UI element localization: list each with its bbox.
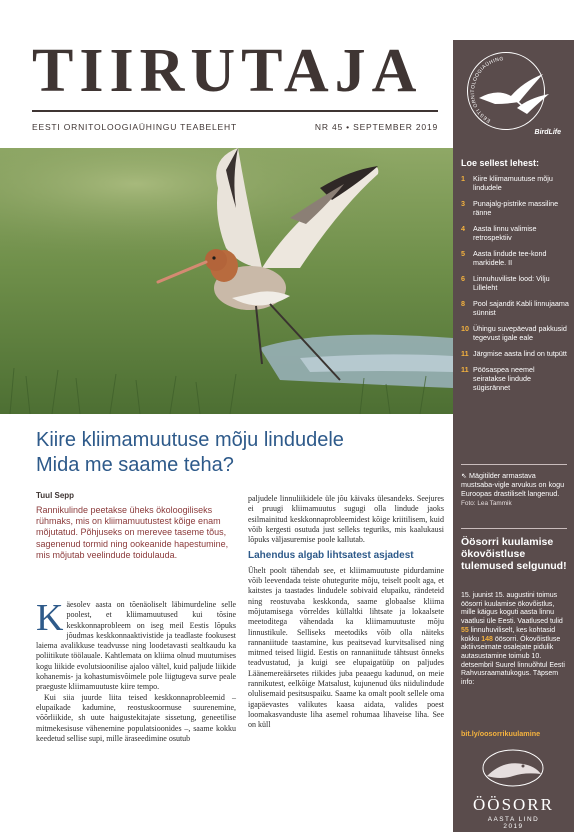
toc-item[interactable] bbox=[461, 299, 569, 317]
toc-page: 6 bbox=[461, 274, 465, 283]
toc-page: 8 bbox=[461, 299, 465, 308]
masthead-title: TIIRUTAJA bbox=[32, 37, 423, 105]
caption-text: ⇖ Mägitilder armastava mustsaba-vigle arvukus on kogu Euroopas drastiliselt langenud. bbox=[461, 471, 565, 498]
sidebox-title: Öösorri kuulamise ökovõistluse tulemused selgunud! bbox=[461, 536, 567, 572]
sidebar-divider bbox=[461, 528, 567, 529]
sidebox-text bbox=[461, 592, 569, 688]
badge-subtitle bbox=[453, 816, 574, 830]
publisher-name: EESTI ORNITOLOOGIAÜHINGU TEABELEHT bbox=[32, 122, 237, 132]
sidebar bbox=[453, 40, 574, 832]
article-column-2 bbox=[248, 494, 444, 731]
highlight-count: 55 bbox=[461, 626, 469, 634]
section-subheading: Lahendus algab lihtsatest asjadest bbox=[248, 550, 414, 562]
article-intro: Rannikulinde peetakse üheks ökoloogiliseks rühmaks, mis on kliimamuutustest kõige enam mõjutatud. Põhjuseks on merevee taseme tõus, sagenenud tormid ning ookeanide hapestumine, mis mõjutab veelindude toidulauda. bbox=[36, 505, 229, 560]
toc-item[interactable] bbox=[461, 249, 569, 267]
article-headline: Kiire kliimamuutuse mõju lindudele bbox=[36, 429, 344, 451]
toc-item[interactable] bbox=[461, 174, 569, 192]
logo-ring-text: EESTI ORNITOLOOGIAÜHING bbox=[470, 56, 505, 124]
badge-word: ÖÖSORR bbox=[473, 795, 554, 814]
sidebox-text-part: 15. juunist 15. augustini toimus öösorri kuulamise ökovõistlus, mille käigus koguti aasta linnu vaatlusi üle Eesti. Vaatlused tulid bbox=[461, 592, 563, 626]
masthead bbox=[32, 37, 438, 132]
godwit-photo bbox=[0, 148, 453, 414]
paragraph: paljudele linnuliikidele üle jõu käivaks ülesandeks. Seejures ei pruugi kliimamuutus sugugi olla lindude jaoks esilmainitud keskkonnaprobleemidest kõige kriitilisem, kuid võib kergesti osutuda just selleks teguriks, mis kaalukausi lõpuks väljasuremise poole kallutab. bbox=[248, 494, 444, 545]
sidebox-text-part: öösorri. Ökovõistluse aktiivseimate osalejate pidulik autasustamine toimub 10. detsembril Suurel linnuõhtul Eesti Rahvusraamatukogus. Täpsem info: bbox=[461, 635, 565, 687]
badge-sub: AASTA LIND bbox=[487, 816, 540, 823]
sidebox-text-part: linnuhuviliselt, kes kohtasid kokku bbox=[461, 626, 556, 643]
highlight-count: 148 bbox=[481, 635, 493, 643]
toc-text: Aasta linnu valimise retrospektiiv bbox=[473, 224, 537, 242]
toc-item[interactable] bbox=[461, 224, 569, 242]
badge-year: 2019 bbox=[503, 823, 524, 830]
toc-page: 4 bbox=[461, 224, 465, 233]
toc-text: Punajalg-pistrike massiline ränne bbox=[473, 199, 559, 217]
birdlife-logo: BirdLife bbox=[534, 129, 561, 136]
society-logo bbox=[467, 52, 561, 136]
toc-item[interactable] bbox=[461, 349, 569, 358]
toc-text: Pöösaspea neemel seiratakse lindude sügisrännet bbox=[473, 365, 535, 392]
oosorr-badge bbox=[453, 746, 574, 832]
tern-icon bbox=[467, 52, 561, 136]
issue-number: NR 45 • SEPTEMBER 2019 bbox=[314, 122, 438, 132]
photo-caption bbox=[461, 471, 569, 508]
sidebox-link[interactable]: bit.ly/oosorrikuulamine bbox=[461, 729, 541, 738]
svg-text:EESTI ORNITOLOOGIAÜHING bbox=[470, 56, 504, 123]
toc-text: Kiire kliimamuutuse mõju lindudele bbox=[473, 174, 553, 192]
drop-cap: K bbox=[36, 597, 64, 639]
toc-text: Ühingu suvepäevad pakkusid tegevust igale eale bbox=[473, 324, 567, 342]
paragraph: äesolev aasta on tõenäoliselt läbimurdeline selle poolest, et kliimamuutused kui tõsine keskkonnaprobleem on iseg meil Eestis lõpuks jõudmas keskkonnaaktivistide ja teadlaste fookusest laiema avalikkuse teadvusse ning loodetavasti sealtkaudu ka poliitikute töölauale. Kahtlemata on kliima olnud muutumises kogu liikide evolutsioonilise ajaloo vältel, kuid paljude liikide kohanemis- ja kohastumisvõimele pole liigtugeva surve peale praeguste kliimamuutuste kiire tempo. bbox=[36, 600, 236, 692]
toc-text: Aasta lindude tee-kond markidele. II bbox=[473, 249, 547, 267]
toc-text: Pool sajandit Kabli linnujaama sünnist bbox=[473, 299, 569, 317]
toc-page: 10 bbox=[461, 324, 469, 333]
toc-page: 5 bbox=[461, 249, 465, 258]
toc-item[interactable] bbox=[461, 365, 569, 392]
cover-photo bbox=[0, 148, 453, 414]
toc-text: Järgmise aasta lind on tutpütt bbox=[473, 349, 567, 358]
nightjar-icon bbox=[453, 746, 574, 796]
toc-item[interactable] bbox=[461, 274, 569, 292]
sidebar-divider bbox=[461, 464, 567, 465]
toc-title: Loe sellest lehest: bbox=[461, 158, 540, 168]
toc-page: 3 bbox=[461, 199, 465, 208]
toc-text: Linnuhuviliste lood: Vilju Lilleleht bbox=[473, 274, 550, 292]
masthead-rule bbox=[32, 110, 438, 112]
article-author: Tuul Sepp bbox=[36, 491, 75, 500]
toc-page: 11 bbox=[461, 365, 469, 374]
toc-item[interactable] bbox=[461, 324, 569, 342]
toc-list bbox=[461, 174, 569, 399]
toc-page: 11 bbox=[461, 349, 469, 358]
toc-item[interactable] bbox=[461, 199, 569, 217]
toc-page: 1 bbox=[461, 174, 465, 183]
article-column-1 bbox=[36, 597, 236, 744]
paragraph: Ühelt poolt tähendab see, et kliimamuutuste pidurdamine võib leevendada teiste ohutegurite mõju, teiselt poolt aga, et kaitstes ja taastades lindudele sobivaid elupaiku, rändeteid ning reostuvaba keskkonda, saame globaalse kliima mõjutamisega võrreldes küllaltki lihtsate ja lokaalsete meetoditega vähendada ka kliimamuutuste mõju linnustikule. Selliseks meetodiks võib olla näiteks rannaniitude taastamine, kus peaitsevad kurvitsalised ning mitmed teised liigid. Eestis on rannaniitude tähtsust õnneks teadvustatud, ja kuigi see elupaigatüüp on paljudes Läänemereäärsetes riikides juba peaaegu kadunud, on meie rannikutest, eelkõige Matsalust, kujunenud üks niidulindude olulisemaid pesitsuspaiku. Saame ka omalt poolt sellele oma igapäevastes valikutes kaasa aidata, valides poest loomakasvanduste liha asemel rohumaa lihaveise liha. See on küll bbox=[248, 565, 444, 730]
article-subheadline: Mida me saame teha? bbox=[36, 454, 234, 476]
photo-credit: Foto: Lea Tammik bbox=[461, 500, 512, 507]
paragraph: Kui siia juurde liita teised keskkonnaprobleemid – elupaikade kadumine, reostuskoormuse suurenemine, võõrliikide, sh uute haigustekitajate sissetung, geneetilise mitmekesisuse vähenemine populatsioonides –, saame kokku keedetud sellise supi, mille äraseedimine osutub bbox=[36, 692, 236, 743]
